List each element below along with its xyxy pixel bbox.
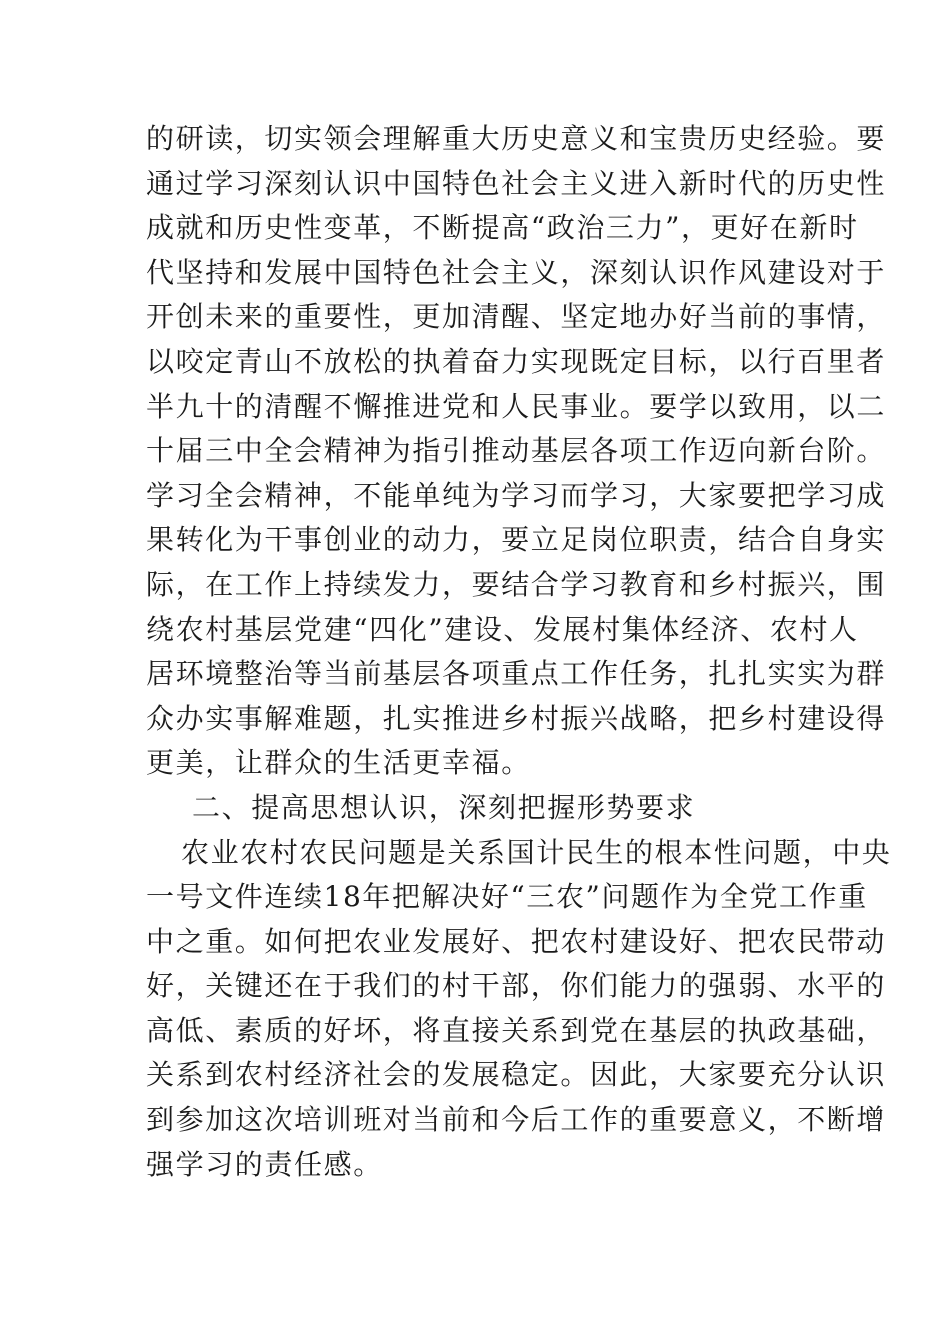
text-line: 高低、素质的好坏，将直接关系到党在基层的执政基础， xyxy=(146,1013,887,1047)
body-text xyxy=(146,117,892,1187)
text-line: 居环境整治等当前基层各项重点工作任务，扎扎实实为群 xyxy=(146,657,887,691)
text-line: 中之重。如何把农业发展好、把农村建设好、把农民带动 xyxy=(146,924,887,958)
text-line: 以咬定青山不放松的执着奋力实现既定目标，以行百里者 xyxy=(146,344,887,378)
text-line: 绕农村基层党建“四化”建设、发展村集体经济、农村人 xyxy=(146,612,859,646)
text-line: 更美，让群众的生活更幸福。 xyxy=(146,746,531,780)
text-line: 际，在工作上持续发力，要结合学习教育和乡村振兴，围 xyxy=(146,567,887,601)
text-line: 好，关键还在于我们的村干部，你们能力的强弱、水平的 xyxy=(146,969,887,1003)
text-line: 的研读，切实领会理解重大历史意义和宝贵历史经验。要 xyxy=(146,122,887,155)
section-heading: 二、提高思想认识，深刻把握形势要求 xyxy=(192,790,696,824)
text-line: 通过学习深刻认识中国特色社会主义进入新时代的历史性 xyxy=(146,166,887,200)
text-line: 众办实事解难题，扎实推进乡村振兴战略，把乡村建设得 xyxy=(146,701,887,735)
text-line: 果转化为干事创业的动力，要立足岗位职责，结合自身实 xyxy=(146,523,887,557)
text-line: 开创未来的重要性，更加清醒、坚定地办好当前的事情， xyxy=(146,300,887,334)
text-line: 农业农村农民问题是关系国计民生的根本性问题，中央 xyxy=(181,835,892,869)
text-line: 学习全会精神，不能单纯为学习而学习，大家要把学习成 xyxy=(146,478,887,512)
text-line: 到参加这次培训班对当前和今后工作的重要意义，不断增 xyxy=(146,1103,887,1137)
text-line: 成就和历史性变革，不断提高“政治三力”，更好在新时 xyxy=(146,211,859,245)
text-line: 关系到农村经济社会的发展稳定。因此，大家要充分认识 xyxy=(146,1058,887,1092)
text-line: 十届三中全会精神为指引推动基层各项工作迈向新台阶。 xyxy=(146,434,887,468)
text-line: 代坚持和发展中国特色社会主义，深刻认识作风建设对于 xyxy=(146,255,887,289)
text-line: 半九十的清醒不懈推进党和人民事业。要学以致用，以二 xyxy=(146,389,887,423)
text-line: 强学习的责任感。 xyxy=(146,1147,383,1181)
text-line: 一号文件连续18年把解决好“三农”问题作为全党工作重 xyxy=(146,880,868,914)
